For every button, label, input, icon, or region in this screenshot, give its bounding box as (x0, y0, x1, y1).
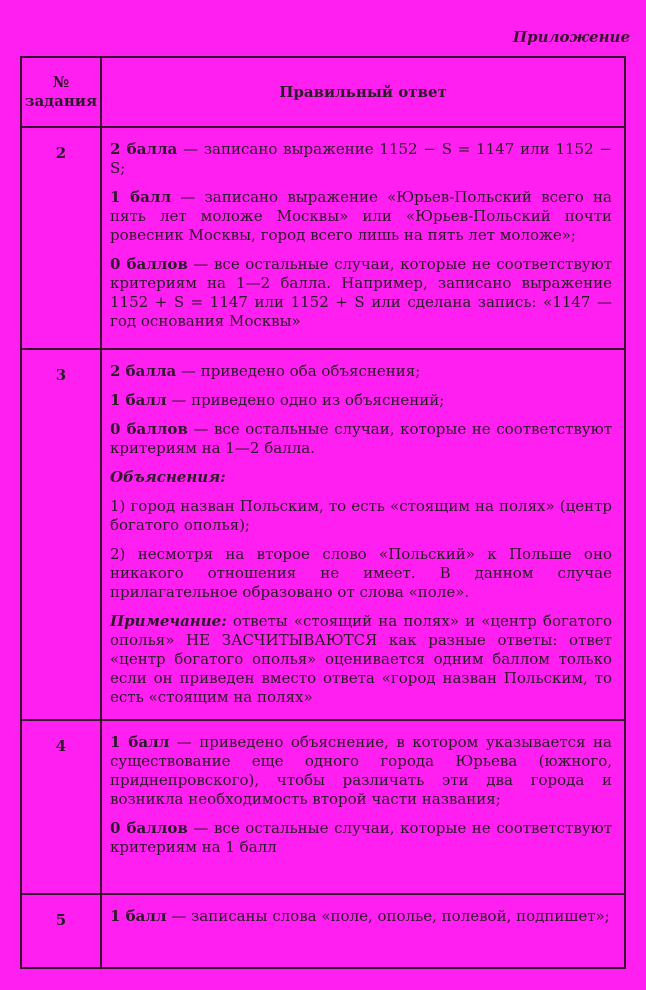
score-label: 1 балл (110, 391, 167, 409)
criterion-text: — все остальные случаи, которые не соответствуют критериям на 1—2 балла. Например, записано выражение 1152 + S = 1147 или 1152 + S или сделана запись: «1147 — год основания Москвы» (110, 255, 612, 330)
note-title: Примечание: (110, 612, 227, 630)
criterion-text: — записано выражение 1152 − S = 1147 или 1152 − S; (110, 140, 612, 177)
score-label: 1 балл (110, 907, 167, 925)
score-label: 2 балла (110, 140, 178, 158)
criterion (110, 907, 612, 926)
criterion-text: — приведено объяснение, в котором указывается на существование еще одного города Юрьева (южного, приднепровского), чтобы различать эти два города и возникла необходимость второй части названия; (110, 733, 612, 808)
score-label: 0 баллов (110, 420, 188, 438)
score-label: 2 балла (110, 362, 177, 380)
explanations-title: Объяснения: (110, 468, 226, 486)
criterion-text: — приведено оба объяснения; (176, 362, 421, 380)
answers-table (20, 56, 626, 969)
score-label: 0 баллов (110, 255, 188, 273)
criterion (110, 140, 612, 178)
criterion (110, 733, 612, 809)
task-number: 5 (21, 894, 101, 968)
answer-cell (101, 720, 625, 894)
criterion (110, 391, 612, 410)
answer-cell (101, 349, 625, 720)
task-number: 3 (21, 349, 101, 720)
criterion-text: — записаны слова «поле, ополье, полевой, подпишет»; (166, 907, 610, 925)
table-row (21, 127, 625, 349)
answer-cell (101, 894, 625, 968)
table-header-row (21, 57, 625, 127)
criterion (110, 255, 612, 331)
explanation-item: 2) несмотря на второе слово «Польский» к Польше оно никакого отношения не имеет. В данном случае прилагательное образовано от слова «поле». (110, 545, 612, 601)
answer-cell (101, 127, 625, 349)
explanations-block (110, 468, 612, 602)
table-row (21, 894, 625, 968)
criterion (110, 819, 612, 857)
score-label: 0 баллов (110, 819, 188, 837)
criterion-text: — приведено одно из объяснений; (166, 391, 445, 409)
criterion (110, 362, 612, 381)
header-task-number: № задания (21, 57, 101, 127)
task-number: 2 (21, 127, 101, 349)
criterion (110, 420, 612, 458)
criterion-text: — все остальные случаи, которые не соответствуют критериям на 1 балл (110, 819, 612, 856)
score-label: 1 балл (110, 188, 172, 206)
criterion-text: — все остальные случаи, которые не соответствуют критериям на 1—2 балла. (110, 420, 612, 457)
explanation-item: 1) город назван Польским, то есть «стоящим на полях» (центр богатого ополья); (110, 497, 612, 534)
score-label: 1 балл (110, 733, 170, 751)
table-row (21, 720, 625, 894)
criterion-text: — записано выражение «Юрьев-Польский всего на пять лет моложе Москвы» или «Юрьев-Польский почти ровесник Москвы, город всего лишь на пять лет моложе»; (110, 188, 612, 244)
criterion (110, 188, 612, 245)
header-correct-answer: Правильный ответ (101, 57, 625, 127)
page-header: Приложение (512, 28, 630, 46)
note-text: ответы «стоящий на полях» и «центр богатого ополья» НЕ ЗАСЧИТЫВАЮТСЯ как разные ответы: ответ «центр богатого ополья» оценивается одним баллом только если он приведен вместо ответа «город назван Польским, то есть «стоящим на полях» (110, 612, 612, 706)
table-row (21, 349, 625, 720)
task-number: 4 (21, 720, 101, 894)
note (110, 612, 612, 707)
